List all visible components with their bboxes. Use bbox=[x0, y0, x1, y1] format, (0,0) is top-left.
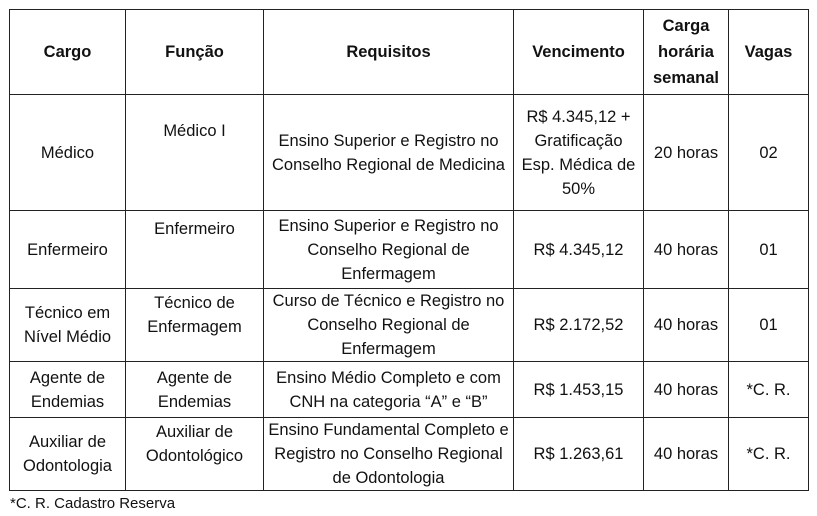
cell-funcao: Auxiliar de Odontológico bbox=[126, 418, 264, 491]
cell-funcao: Agente de Endemias bbox=[126, 362, 264, 418]
cell-funcao: Médico I bbox=[126, 95, 264, 211]
header-vencimento: Vencimento bbox=[514, 10, 644, 95]
cell-vencimento: R$ 4.345,12 bbox=[514, 211, 644, 289]
cell-cargo: Auxiliar de Odontologia bbox=[10, 418, 126, 491]
cell-requisitos: Ensino Fundamental Completo e Registro no Conselho Regional de Odontologia bbox=[264, 418, 514, 491]
cell-carga: 20 horas bbox=[644, 95, 729, 211]
table-row bbox=[10, 362, 809, 418]
footnote: *C. R. Cadastro Reserva bbox=[10, 495, 176, 512]
cell-vagas: *C. R. bbox=[729, 362, 809, 418]
cell-vagas: 01 bbox=[729, 289, 809, 362]
cell-carga: 40 horas bbox=[644, 211, 729, 289]
header-carga: Carga horária semanal bbox=[644, 10, 729, 95]
header-row bbox=[10, 10, 809, 95]
cell-vencimento: R$ 4.345,12 + Gratificação Esp. Médica de 50% bbox=[514, 95, 644, 211]
cell-carga: 40 horas bbox=[644, 362, 729, 418]
cell-vencimento: R$ 1.263,61 bbox=[514, 418, 644, 491]
cell-cargo: Médico bbox=[10, 95, 126, 211]
vacancy-table bbox=[9, 9, 809, 491]
cell-carga: 40 horas bbox=[644, 418, 729, 491]
cell-vencimento: R$ 2.172,52 bbox=[514, 289, 644, 362]
table-row bbox=[10, 289, 809, 362]
cell-requisitos: Ensino Superior e Registro no Conselho Regional de Medicina bbox=[264, 95, 514, 211]
cell-vagas: 01 bbox=[729, 211, 809, 289]
cell-cargo: Técnico em Nível Médio bbox=[10, 289, 126, 362]
header-requisitos: Requisitos bbox=[264, 10, 514, 95]
header-vagas: Vagas bbox=[729, 10, 809, 95]
cell-requisitos: Curso de Técnico e Registro no Conselho Regional de Enfermagem bbox=[264, 289, 514, 362]
header-cargo: Cargo bbox=[10, 10, 126, 95]
table-row bbox=[10, 418, 809, 491]
cell-funcao: Enfermeiro bbox=[126, 211, 264, 289]
cell-vagas: 02 bbox=[729, 95, 809, 211]
cell-cargo: Agente de Endemias bbox=[10, 362, 126, 418]
header-funcao: Função bbox=[126, 10, 264, 95]
cell-cargo: Enfermeiro bbox=[10, 211, 126, 289]
table-row bbox=[10, 95, 809, 211]
cell-requisitos: Ensino Médio Completo e com CNH na categoria “A” e “B” bbox=[264, 362, 514, 418]
cell-vagas: *C. R. bbox=[729, 418, 809, 491]
cell-carga: 40 horas bbox=[644, 289, 729, 362]
table-row bbox=[10, 211, 809, 289]
cell-requisitos: Ensino Superior e Registro no Conselho Regional de Enfermagem bbox=[264, 211, 514, 289]
cell-funcao: Técnico de Enfermagem bbox=[126, 289, 264, 362]
cell-vencimento: R$ 1.453,15 bbox=[514, 362, 644, 418]
